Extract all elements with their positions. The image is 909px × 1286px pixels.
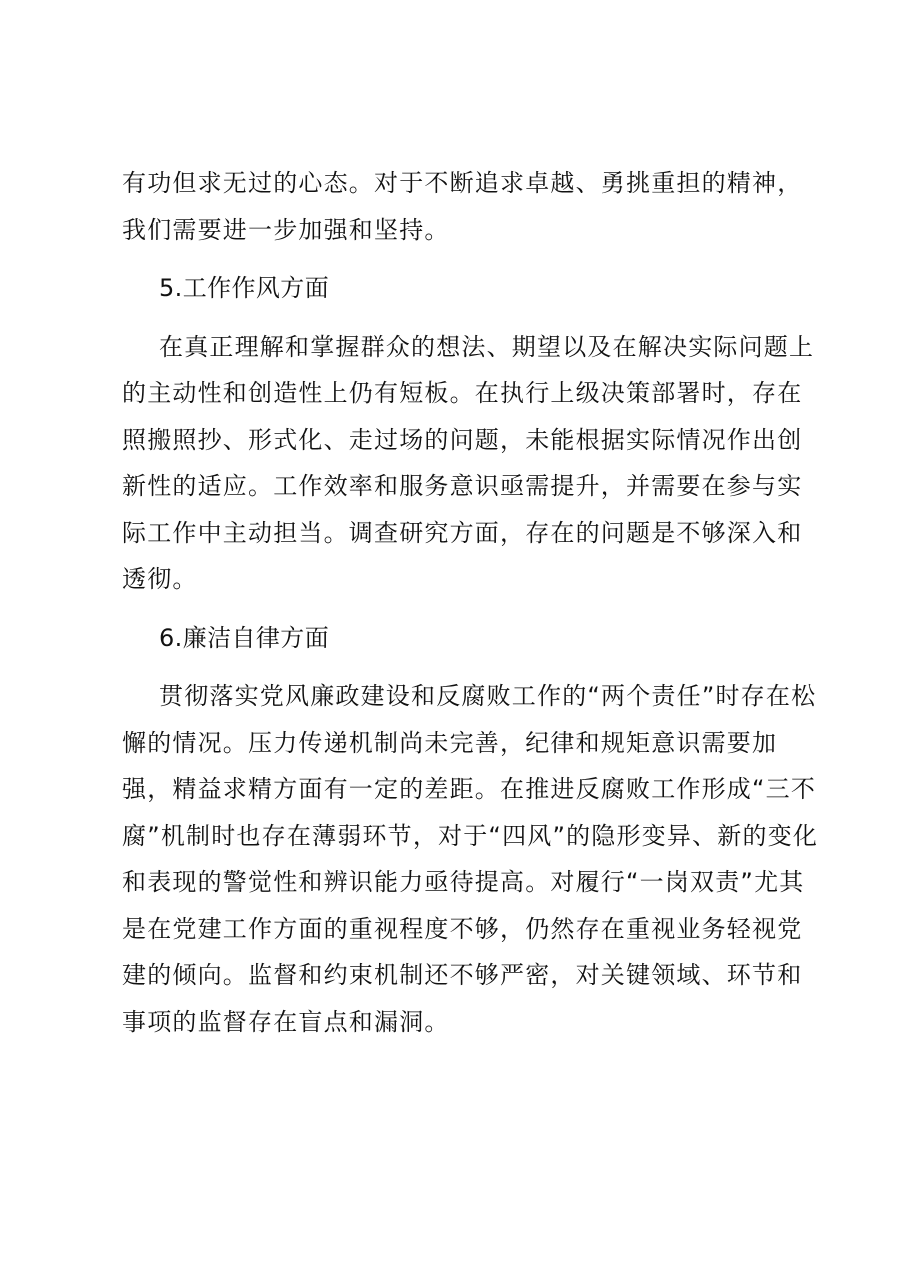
text-line: 是在党建工作方面的重视程度不够，仍然存在重视业务轻视党: [122, 914, 803, 943]
text-line: 建的倾向。监督和约束机制还不够严密，对关键领域、环节和: [122, 961, 803, 989]
paragraph-integrity: [122, 673, 819, 1045]
text-line: 照搬照抄、形式化、走过场的问题，未能根据实际情况作出创: [122, 425, 803, 454]
text-line: 际工作中主动担当。调查研究方面，存在的问题是不够深入和: [122, 518, 803, 547]
text-line: 新性的适应。工作效率和服务意识亟需提升，并需要在参与实: [122, 472, 803, 500]
paragraph-work-style: [122, 324, 815, 603]
text-line: 腐”机制时也存在薄弱环节，对于“四风”的隐形变异、新的变化: [122, 821, 819, 850]
text-line: 我们需要进一步加强和坚持。: [122, 215, 450, 244]
text-line: 的主动性和创造性上仍有短板。在执行上级决策部署时，存在: [122, 379, 803, 407]
text-line: 和表现的警觉性和辨识能力亟待提高。对履行“一岗双责”尤其: [122, 868, 805, 896]
section-heading-work-style: 5.工作作风方面: [159, 274, 330, 302]
section-heading-integrity: 6.廉洁自律方面: [159, 623, 330, 652]
text-line: 透彻。: [122, 565, 198, 593]
text-line: 强，精益求精方面有一定的差距。在推进反腐败工作形成“三不: [122, 775, 817, 803]
text-line: 事项的监督存在盲点和漏洞。: [122, 1007, 450, 1036]
paragraph-continuation: [122, 160, 803, 253]
text-line: 在真正理解和掌握群众的想法、期望以及在解决实际问题上: [159, 332, 815, 361]
text-line: 懈的情况。压力传递机制尚未完善，纪律和规矩意识需要加: [122, 728, 778, 757]
text-line: 有功但求无过的心态。对于不断追求卓越、勇挑重担的精神，: [122, 169, 803, 197]
document-body: [122, 160, 819, 1057]
text-line: 贯彻落实党风廉政建设和反腐败工作的“两个责任”时存在松: [159, 682, 817, 710]
